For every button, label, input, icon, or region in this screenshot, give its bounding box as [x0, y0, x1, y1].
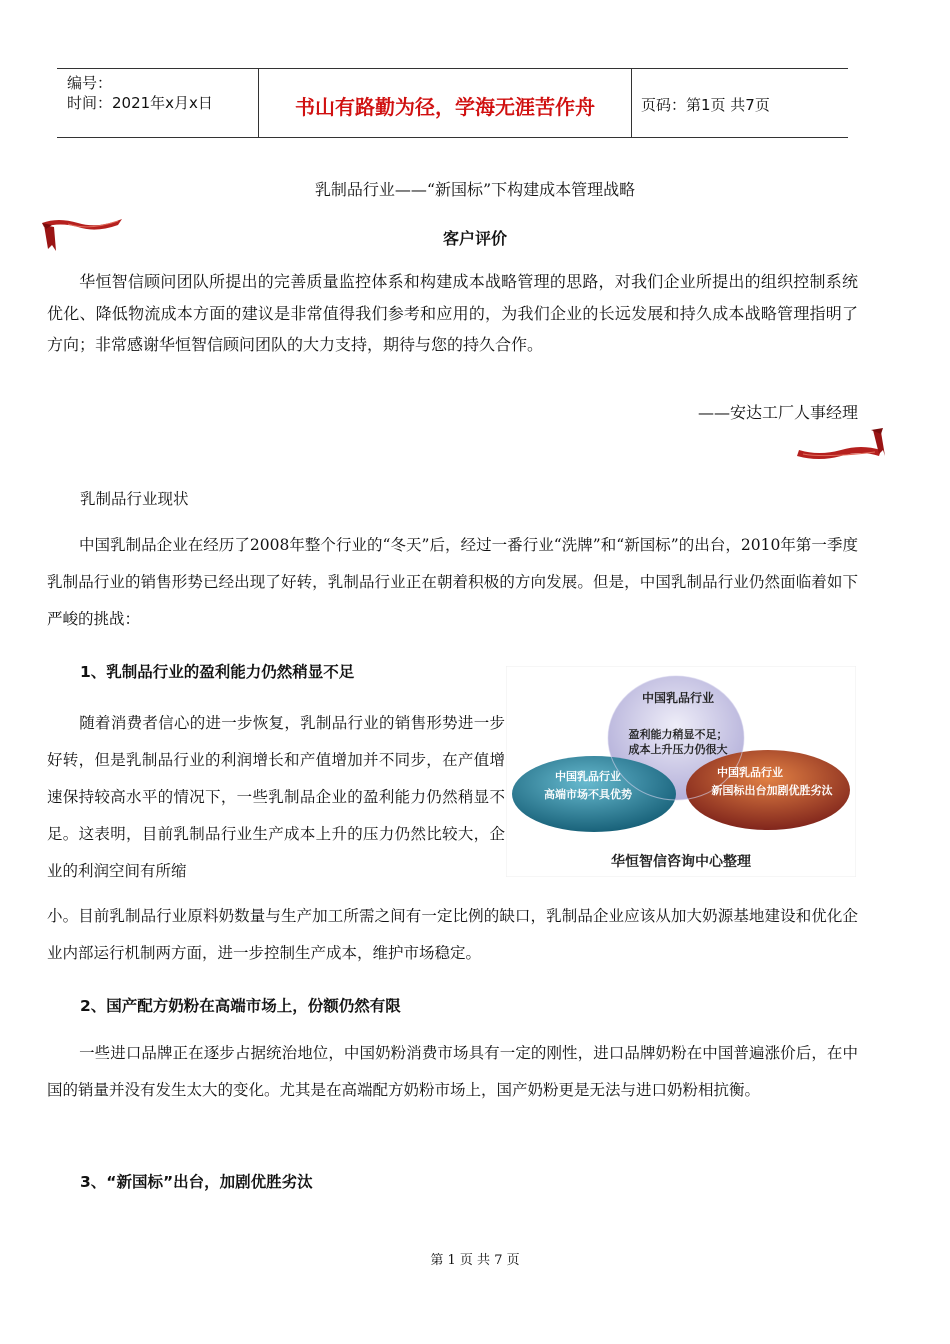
fig-left-line1: 中国乳品行业	[555, 770, 621, 783]
heading-3: 3、“新国标”出台，加剧优胜劣汰	[80, 1173, 313, 1191]
header-table	[57, 68, 848, 138]
page-label: 页码：第1页 共7页	[641, 96, 770, 114]
review-signature: ——安达工厂人事经理	[697, 403, 858, 422]
intro-paragraph: 中国乳制品企业在经历了2008年整个行业的“冬天”后，经过一番行业“洗牌”和“新国标”的出台，2010年第一季度乳制品行业的销售形势已经出现了好转，乳制品行业正在朝着积极的方向发展。但是，中国乳制品行业仍然面临着如下严峻的挑战：	[47, 536, 858, 628]
review-text: 华恒智信顾问团队所提出的完善质量监控体系和构建成本战略管理的思路，对我们企业所提出的组织控制系统优化、降低物流成本方面的建议是非常值得我们参考和应用的，为我们企业的长远发展和持久成本战略管理指明了方向；非常感谢华恒智信顾问团队的大力支持，期待与您的持久合作。	[47, 272, 858, 354]
section-title: 乳制品行业现状	[80, 490, 189, 508]
paragraph-1b: 小。目前乳制品行业原料奶数量与生产加工所需之间有一定比例的缺口，乳制品企业应该从加大奶源基地建设和优化企业内部运行机制两方面，进一步控制生产成本，维护市场稳定。	[47, 907, 858, 962]
doc-title: 乳制品行业——“新国标”下构建成本管理战略	[314, 180, 636, 199]
date-label: 时间：2021年x月x日	[67, 94, 213, 112]
fig-caption: 华恒智信咨询中心整理	[611, 854, 751, 870]
motto: 书山有路勤为径，学海无涯苦作舟	[295, 95, 595, 119]
header-page-cell	[631, 69, 848, 137]
number-label: 编号：	[67, 74, 113, 92]
fig-right-line1: 中国乳品行业	[717, 766, 783, 779]
heading-1: 1、乳制品行业的盈利能力仍然稍显不足	[80, 663, 355, 681]
fig-left-line2: 高端市场不具优势	[544, 788, 632, 801]
paragraph-2: 一些进口品牌正在逐步占据统治地位，中国奶粉消费市场具有一定的刚性，进口品牌奶粉在中国普遍涨价后，在中国的销量并没有发生太大的变化。尤其是在高端配方奶粉市场上，国产奶粉更是无法与进口奶粉相抗衡。	[47, 1044, 858, 1099]
ribbon-ornament-right	[795, 426, 887, 466]
paragraph-1a: 随着消费者信心的进一步恢复，乳制品行业的销售形势进一步好转，但是乳制品行业的利润增长和产值增加并不同步，在产值增速保持较高水平的情况下，一些乳制品企业的盈利能力仍然稍显不足。这表明，目前乳制品行业生产成本上升的压力仍然比较大，企业的利润空间有所缩	[47, 714, 505, 880]
page-footer: 第 1 页 共 7 页	[430, 1253, 520, 1268]
fig-top-title: 中国乳品行业	[641, 691, 715, 705]
venn-figure	[506, 666, 856, 877]
fig-top-line1: 盈利能力稍显不足；	[628, 728, 728, 741]
review-heading: 客户评价	[442, 229, 507, 248]
header-left-cell	[57, 69, 258, 137]
fig-top-line2: 成本上升压力仍很大	[628, 743, 728, 756]
heading-2: 2、国产配方奶粉在高端市场上，份额仍然有限	[80, 997, 401, 1015]
fig-right-line2: 新国标出台加剧优胜劣汰	[711, 784, 833, 797]
header-motto-cell	[258, 69, 632, 137]
